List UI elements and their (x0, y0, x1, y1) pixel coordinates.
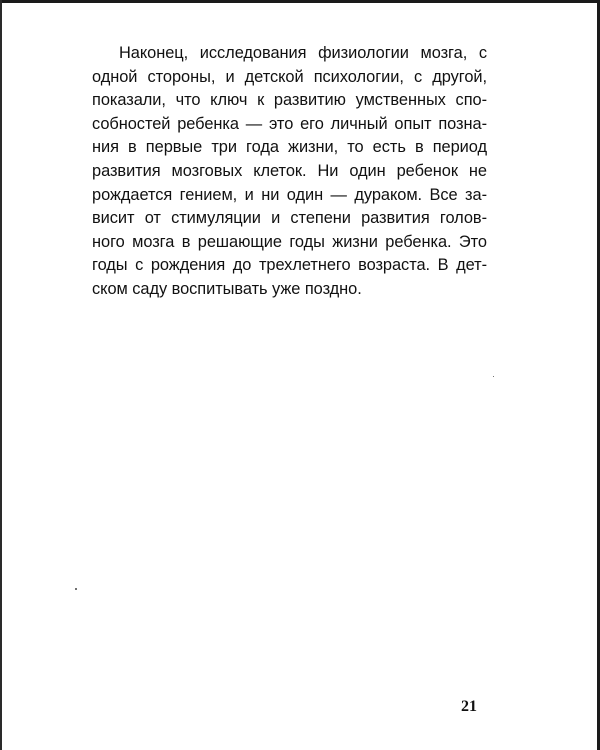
paragraph (92, 42, 487, 302)
paragraph-line: висит от стимуляции и степени развития голов- (92, 209, 487, 228)
scan-speck (75, 588, 77, 590)
paragraph-line: ния в первые три года жизни, то есть в период (92, 138, 487, 157)
paragraph-line: показали, что ключ к развитию умственных спо- (92, 91, 487, 110)
scan-edge-top (0, 0, 600, 3)
paragraph-line: развития мозговых клеток. Ни один ребенок не (92, 161, 487, 180)
paragraph-line: ного мозга в решающие годы жизни ребенка. Это (92, 232, 487, 251)
paragraph-line: годы с рождения до трехлетнего возраста. В дет- (92, 256, 487, 275)
paragraph-line: собностей ребенка — это его личный опыт позна- (92, 114, 487, 133)
paragraph-line: ском саду воспитывать уже поздно. (92, 279, 362, 298)
paragraph-line: Наконец, исследования физиологии мозга, с (119, 44, 487, 62)
paragraph-line: рождается гением, и ни один — дураком. Все за- (92, 185, 487, 204)
scan-speck (493, 376, 494, 377)
scan-edge-left (0, 0, 2, 750)
paragraph-line: одной стороны, и детской психологии, с другой, (92, 67, 487, 86)
page-number: 21 (461, 698, 477, 715)
